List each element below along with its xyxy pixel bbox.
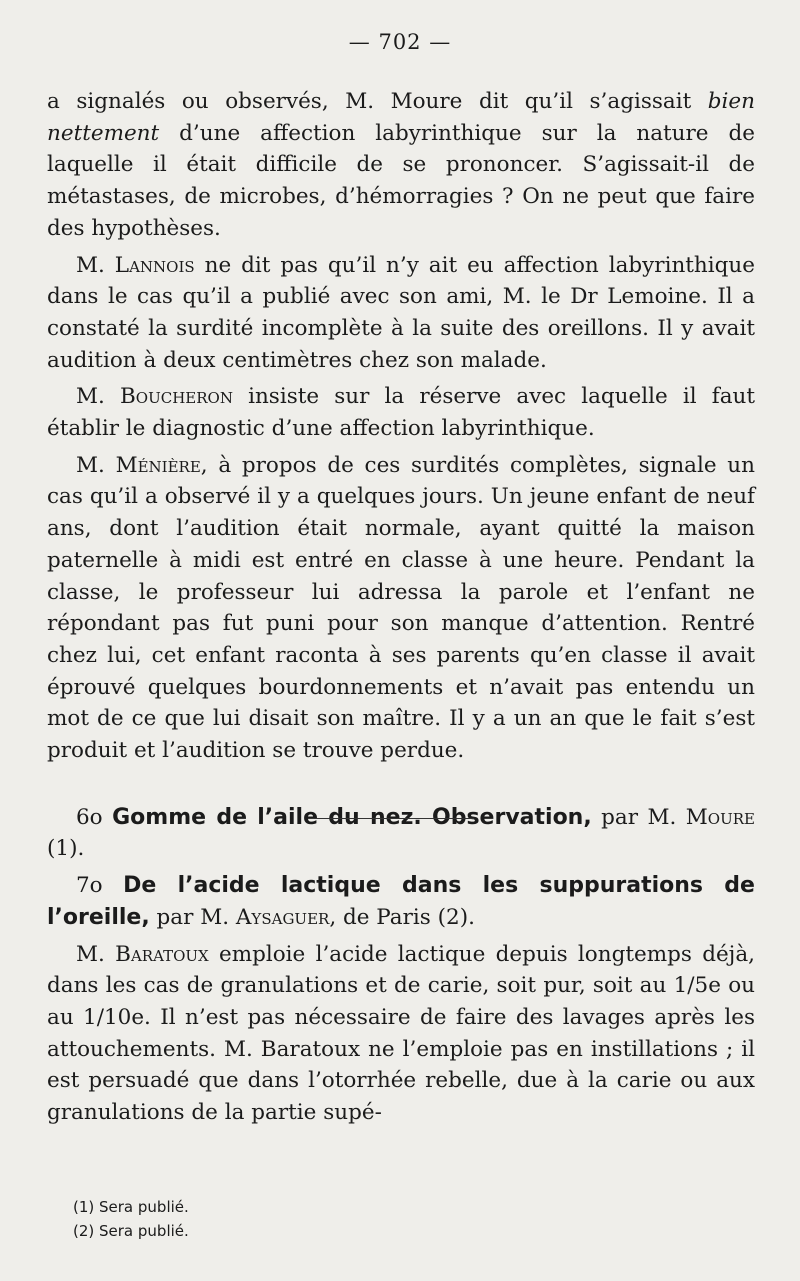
text-run: M. (76, 941, 116, 967)
body-text (47, 86, 755, 1134)
footnote-1: (1) Sera publié. (73, 1198, 189, 1216)
text-run: M. (76, 452, 116, 478)
text-run: M. (76, 384, 120, 410)
text-run: par M. (149, 904, 236, 930)
text-run: M. (76, 252, 115, 278)
heading-title: Gomme de l’aile du nez. Observation, (112, 804, 592, 830)
speaker-name: Baratoux (115, 941, 209, 967)
text-run: ne dit pas qu’il n’y ait eu affection labyrinthique dans le cas qu’il a publié avec son ami, M. le Dr Lemoine. Il a constaté la surdité incomplète à la suite des oreillons. Il y avait audition à deux centimètres chez son malade. (47, 252, 755, 373)
text-run: insiste sur la réserve avec laquelle il faut établir le diagnostic d’une affection labyrinthique. (47, 384, 755, 442)
footnotes (73, 1195, 189, 1243)
emphasis: bien nettement (47, 89, 755, 146)
text-run: a signalés ou observés, M. Moure dit qu’il s’agissait (47, 89, 708, 114)
text-run: d’une affection labyrinthique sur la nature de laquelle il était difficile de se prononcer. S’agissait-il de métastases, de microbes, d’hémorragies ? On ne peut que faire des hypothèses. (47, 120, 755, 241)
text-run: par M. (591, 804, 686, 830)
paragraph-baratoux (47, 939, 755, 1129)
heading-6 (47, 802, 755, 865)
paragraph-boucheron (47, 381, 755, 444)
spacer (47, 772, 755, 802)
heading-title: De l’acide lactique dans les suppurations de l’oreille, (47, 873, 755, 930)
text-run: , de Paris (2). (329, 904, 475, 930)
footnote-ref: (1). (47, 836, 85, 862)
text-run: , à propos de ces surdités complètes, signale un cas qu’il a observé il y a quelques jours. Un jeune enfant de neuf ans, dont l’audition était normale, ayant quitté la maison paternelle à midi est entré en classe à une heure. Pendant la classe, le professeur lui adressa la parole et l’enfant ne répondant pas fut puni pour son manque d’attention. Rentré chez lui, cet enfant raconta à ses parents qu’en classe il avait éprouvé quelques bourdonnements et n’avait pas entendu un mot de ce que lui disait son maître. Il y a un an que le fait s’est produit et l’audition se trouve perdue. (47, 452, 755, 764)
footnote-2: (2) Sera publié. (73, 1222, 189, 1240)
section-divider (314, 818, 474, 819)
heading-number: 7o (76, 873, 124, 899)
text-run: emploie l’acide lactique depuis longtemps déjà, dans les cas de granulations et de carie, soit pur, soit au 1/5e ou au 1/10e. Il n’est pas nécessaire de faire des lavages après les attouchements. M. Baratoux ne l’emploie pas en instillations ; il est persuadé que dans l’otorrhée rebelle, due à la carie ou aux granulations de la partie supé- (47, 941, 756, 1126)
paragraph-meniere (47, 450, 755, 767)
paragraph-lannois (47, 250, 755, 377)
author-name: Aysaguer (235, 904, 330, 930)
author-name: Moure (685, 804, 755, 830)
speaker-name: Ménière (115, 452, 201, 478)
heading-7 (47, 870, 755, 933)
heading-number: 6o (76, 804, 113, 830)
speaker-name: Boucheron (119, 384, 233, 410)
speaker-name: Lannois (114, 252, 195, 278)
page-number: — 702 — (348, 30, 452, 54)
paragraph-moure (47, 86, 755, 245)
